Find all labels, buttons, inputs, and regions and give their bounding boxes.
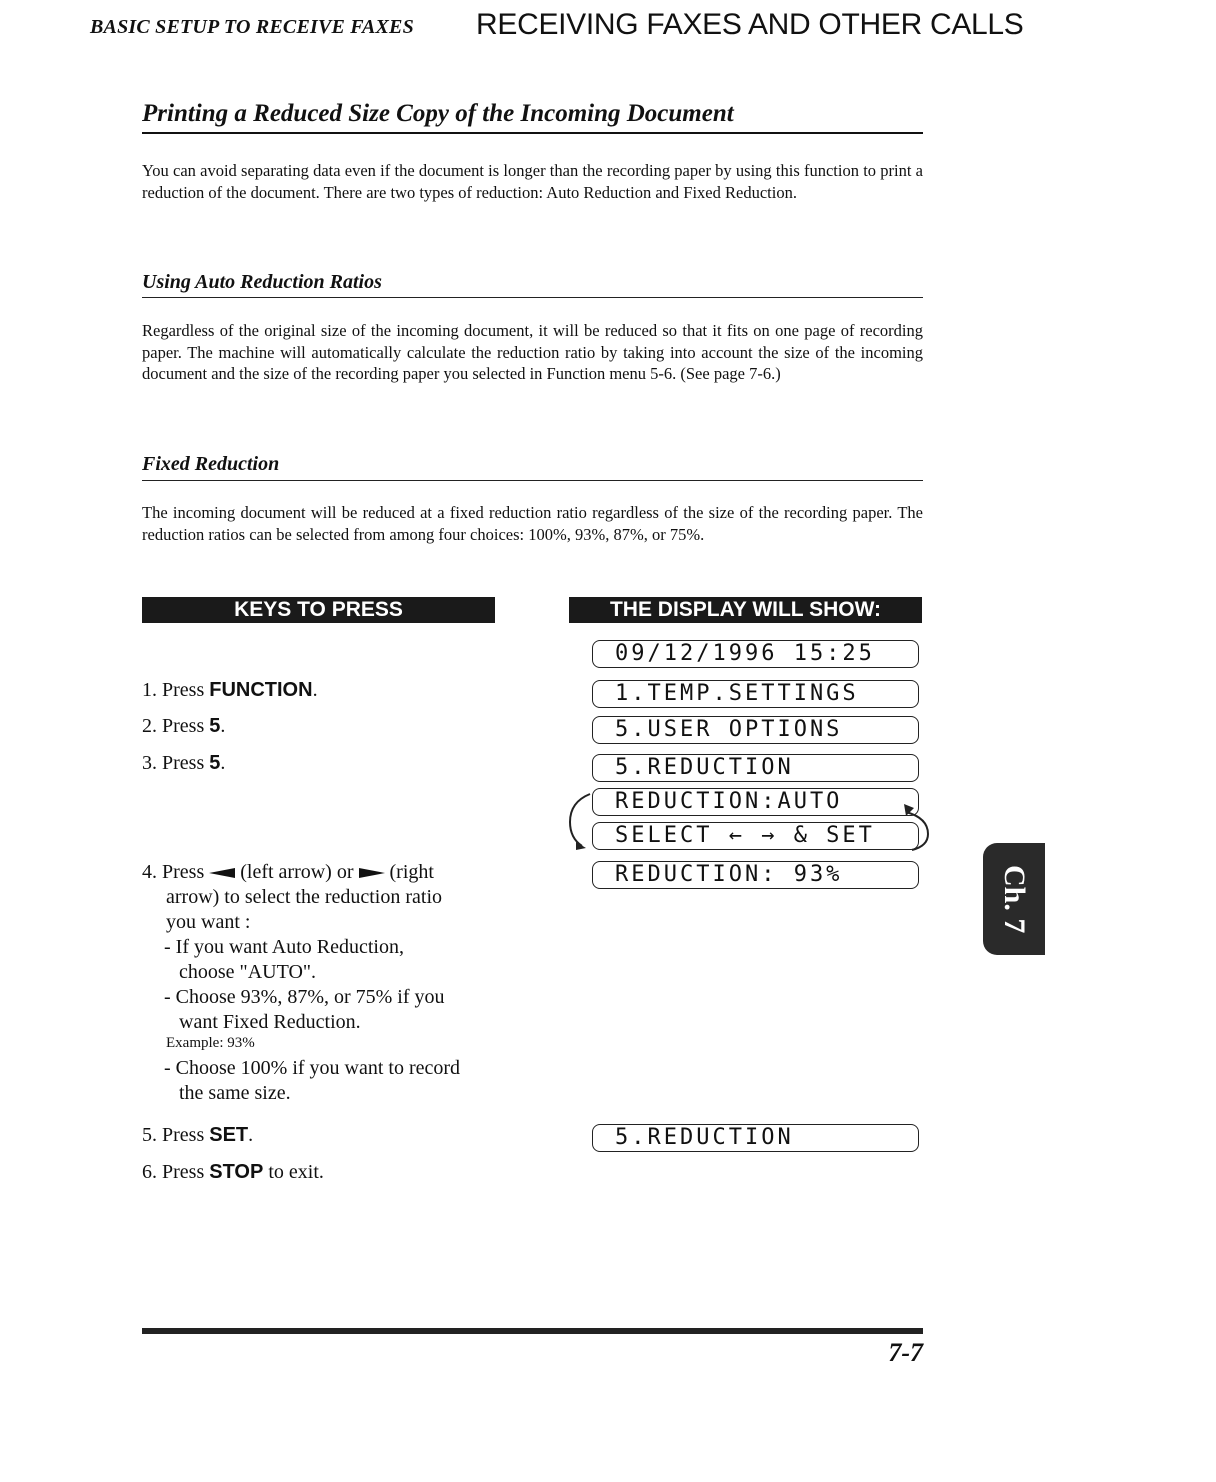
lcd-display-reduction-93: REDUCTION: 93% [592, 861, 919, 889]
display-will-show-banner: THE DISPLAY WILL SHOW: [569, 597, 922, 623]
lcd-display-date: 09/12/1996 15:25 [592, 640, 919, 668]
right-arrow-icon [359, 868, 385, 878]
lcd-display-select-set: SELECT ← → & SET [592, 822, 919, 850]
left-arrow-icon [209, 868, 235, 878]
step-4: 4. Press (left arrow) or (right arrow) to select the reduction ratio you want : [142, 861, 442, 933]
step-3: 3. Press 5. [142, 752, 226, 774]
running-header-section: BASIC SETUP TO RECEIVE FAXES [90, 16, 414, 38]
paragraph-intro: You can avoid separating data even if the document is longer than the recording paper by using this function to print a reduction of the document. There are two types of reduction: Auto Reduction and Fixed Reduction. [142, 161, 923, 202]
step-4-option-auto: - If you want Auto Reduction, choose "AUTO". - Choose 93%, 87%, or 75% if you want Fixed Reduction. [164, 936, 445, 1033]
section-title-fixed-reduction: Fixed Reduction [142, 453, 280, 475]
alternate-left-arrow-icon [562, 788, 594, 854]
chapter-tab-label: Ch. 7 [998, 864, 1031, 934]
paragraph-auto-reduction: Regardless of the original size of the incoming document, it will be reduced so that it fits on one page of recording paper. The machine will automatically calculate the reduction ratio by taking into account the size of the incoming document and the size of the recording paper you selected in Function menu 5-6. (See page 7-6.) [142, 321, 923, 383]
running-header-chapter: RECEIVING FAXES AND OTHER CALLS [476, 8, 1024, 41]
step-4-example: Example: 93% [166, 1035, 255, 1051]
lcd-display-reduction-final: 5.REDUCTION [592, 1124, 919, 1152]
section-rule [142, 297, 923, 298]
keys-to-press-banner: KEYS TO PRESS [142, 597, 495, 623]
lcd-display-temp-settings: 1.TEMP.SETTINGS [592, 680, 919, 708]
step-2: 2. Press 5. [142, 715, 226, 737]
lcd-display-reduction-auto: REDUCTION:AUTO [592, 788, 919, 816]
paragraph-fixed-reduction: The incoming document will be reduced at a fixed reduction ratio regardless of the size of the recording paper. The reduction ratios can be selected from among four choices: 100%, 93%, 87%, or 75%. [142, 503, 923, 544]
alternate-right-arrow-icon [900, 794, 936, 860]
section-title-auto-reduction: Using Auto Reduction Ratios [142, 271, 382, 293]
step-5: 5. Press SET. [142, 1124, 254, 1146]
title-rule [142, 132, 923, 134]
lcd-display-reduction: 5.REDUCTION [592, 754, 919, 782]
section-rule [142, 480, 923, 481]
step-4-option-same-size: - Choose 100% if you want to record the same size. [164, 1057, 461, 1104]
section-title-reduced-copy: Printing a Reduced Size Copy of the Incoming Document [142, 100, 734, 127]
page-number: 7-7 [888, 1338, 923, 1367]
lcd-display-user-options: 5.USER OPTIONS [592, 716, 919, 744]
step-1: 1. Press FUNCTION. [142, 679, 318, 701]
step-6: 6. Press STOP to exit. [142, 1161, 324, 1183]
footer-rule [142, 1328, 923, 1334]
